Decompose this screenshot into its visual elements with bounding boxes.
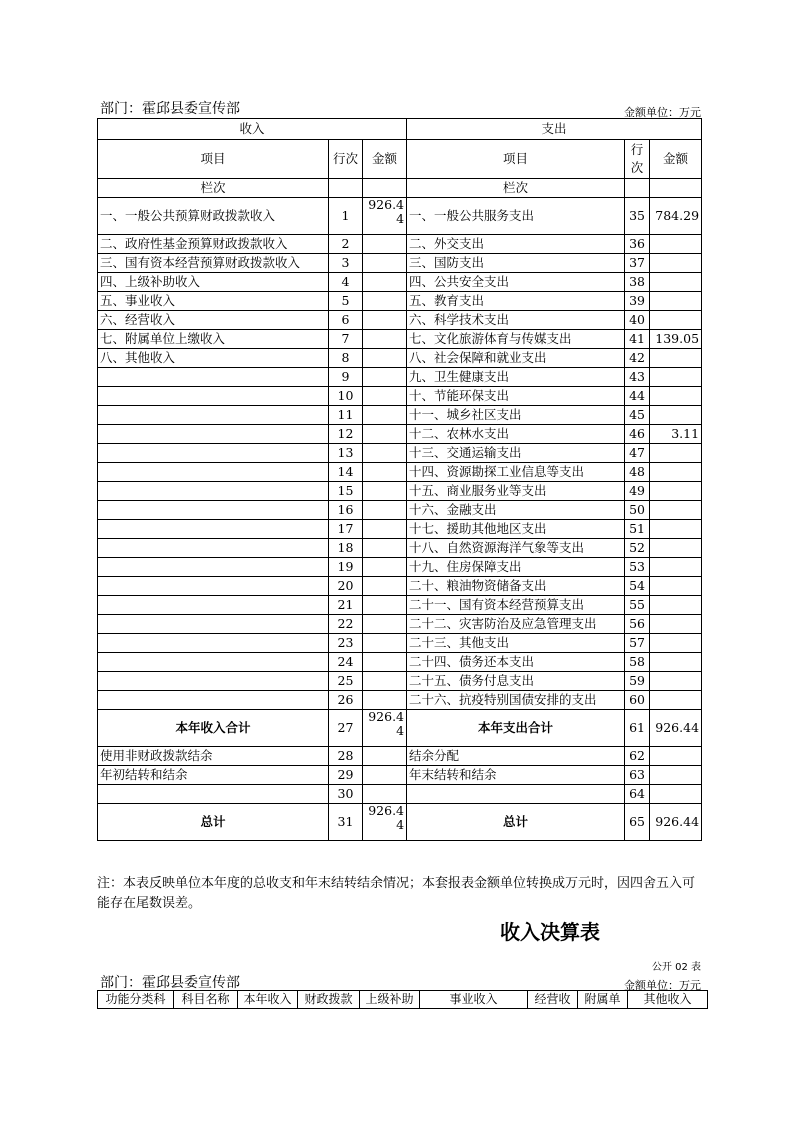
second-table-header: 上级补助 bbox=[360, 991, 420, 1009]
table-row bbox=[98, 235, 702, 254]
second-table-header: 其他收入 bbox=[628, 991, 708, 1009]
expense-item: 总计 bbox=[407, 804, 625, 841]
expense-item: 结余分配 bbox=[407, 747, 625, 766]
expense-item: 八、社会保障和就业支出 bbox=[407, 349, 625, 368]
income-amount bbox=[363, 254, 407, 273]
expense-amount bbox=[650, 368, 702, 387]
income-expense-table bbox=[97, 118, 702, 841]
expense-amount bbox=[650, 577, 702, 596]
expense-row-no: 46 bbox=[625, 425, 650, 444]
expense-row-no: 43 bbox=[625, 368, 650, 387]
table-row bbox=[98, 634, 702, 653]
expense-item: 九、卫生健康支出 bbox=[407, 368, 625, 387]
income-item: 使用非财政拨款结余 bbox=[98, 747, 329, 766]
expense-row-no: 48 bbox=[625, 463, 650, 482]
income-item bbox=[98, 406, 329, 425]
expense-amount: 784.29 bbox=[650, 198, 702, 235]
table-row bbox=[98, 747, 702, 766]
unit-label: 金额单位：万元 bbox=[624, 106, 701, 119]
expense-item: 十八、自然资源海洋气象等支出 bbox=[407, 539, 625, 558]
income-item bbox=[98, 785, 329, 804]
table-row bbox=[98, 444, 702, 463]
table-row bbox=[98, 330, 702, 349]
table-row bbox=[98, 596, 702, 615]
income-row-no: 26 bbox=[329, 691, 363, 710]
expense-header: 支出 bbox=[407, 119, 702, 140]
second-table-header: 功能分类科 bbox=[98, 991, 174, 1009]
expense-amount bbox=[650, 596, 702, 615]
income-amount bbox=[363, 766, 407, 785]
income-item bbox=[98, 444, 329, 463]
expense-amount: 139.05 bbox=[650, 330, 702, 349]
expense-amount bbox=[650, 311, 702, 330]
income-item bbox=[98, 634, 329, 653]
second-table-header: 本年收入 bbox=[238, 991, 298, 1009]
table-row bbox=[98, 615, 702, 634]
expense-amount bbox=[650, 292, 702, 311]
lanci-blank bbox=[363, 179, 407, 198]
income-row-no: 21 bbox=[329, 596, 363, 615]
table-row bbox=[98, 653, 702, 672]
expense-item: 二、外交支出 bbox=[407, 235, 625, 254]
income-row-no: 2 bbox=[329, 235, 363, 254]
expense-row-no: 40 bbox=[625, 311, 650, 330]
income-row-no: 4 bbox=[329, 273, 363, 292]
lanci-blank bbox=[625, 179, 650, 198]
expense-amount bbox=[650, 444, 702, 463]
table-row bbox=[98, 292, 702, 311]
income-item: 二、政府性基金预算财政拨款收入 bbox=[98, 235, 329, 254]
income-amount: 926.44 bbox=[363, 710, 407, 747]
income-amount bbox=[363, 691, 407, 710]
lanci-blank bbox=[650, 179, 702, 198]
expense-row-no: 62 bbox=[625, 747, 650, 766]
expense-item: 五、教育支出 bbox=[407, 292, 625, 311]
lanci-income: 栏次 bbox=[98, 179, 329, 198]
expense-amount bbox=[650, 615, 702, 634]
income-item: 一、一般公共预算财政拨款收入 bbox=[98, 198, 329, 235]
expense-amount bbox=[650, 539, 702, 558]
table-row bbox=[98, 672, 702, 691]
income-row-no: 17 bbox=[329, 520, 363, 539]
income-amount bbox=[363, 615, 407, 634]
income-amount bbox=[363, 311, 407, 330]
table-row bbox=[98, 785, 702, 804]
income-item: 八、其他收入 bbox=[98, 349, 329, 368]
expense-item: 三、国防支出 bbox=[407, 254, 625, 273]
table-row bbox=[98, 406, 702, 425]
expense-amount bbox=[650, 482, 702, 501]
expense-amount bbox=[650, 406, 702, 425]
col-row-income: 行次 bbox=[329, 140, 363, 179]
expense-item: 四、公共安全支出 bbox=[407, 273, 625, 292]
table-row bbox=[98, 387, 702, 406]
income-item bbox=[98, 463, 329, 482]
col-amount-income: 金额 bbox=[363, 140, 407, 179]
expense-row-no: 49 bbox=[625, 482, 650, 501]
income-amount bbox=[363, 273, 407, 292]
expense-amount bbox=[650, 653, 702, 672]
income-row-no: 13 bbox=[329, 444, 363, 463]
expense-item bbox=[407, 785, 625, 804]
income-item bbox=[98, 577, 329, 596]
expense-item: 十三、交通运输支出 bbox=[407, 444, 625, 463]
second-table-header: 附属单 bbox=[578, 991, 628, 1009]
income-item bbox=[98, 672, 329, 691]
income-item bbox=[98, 691, 329, 710]
expense-amount: 926.44 bbox=[650, 710, 702, 747]
income-amount bbox=[363, 235, 407, 254]
expense-amount bbox=[650, 501, 702, 520]
expense-row-no: 59 bbox=[625, 672, 650, 691]
table-row bbox=[98, 273, 702, 292]
income-item: 总计 bbox=[98, 804, 329, 841]
table-row bbox=[98, 691, 702, 710]
expense-item: 十六、金融支出 bbox=[407, 501, 625, 520]
income-row-no: 25 bbox=[329, 672, 363, 691]
expense-amount bbox=[650, 520, 702, 539]
income-item bbox=[98, 482, 329, 501]
expense-item: 一、一般公共服务支出 bbox=[407, 198, 625, 235]
income-amount bbox=[363, 653, 407, 672]
income-row-no: 31 bbox=[329, 804, 363, 841]
income-row-no: 7 bbox=[329, 330, 363, 349]
expense-item: 十、节能环保支出 bbox=[407, 387, 625, 406]
income-item: 本年收入合计 bbox=[98, 710, 329, 747]
expense-row-no: 61 bbox=[625, 710, 650, 747]
second-table-header: 经营收 bbox=[528, 991, 578, 1009]
income-amount bbox=[363, 747, 407, 766]
expense-amount bbox=[650, 387, 702, 406]
expense-row-no: 53 bbox=[625, 558, 650, 577]
table-row bbox=[98, 254, 702, 273]
income-item bbox=[98, 368, 329, 387]
income-amount bbox=[363, 425, 407, 444]
income-row-no: 20 bbox=[329, 577, 363, 596]
table-row bbox=[98, 482, 702, 501]
expense-item: 七、文化旅游体育与传媒支出 bbox=[407, 330, 625, 349]
income-amount bbox=[363, 520, 407, 539]
department-label: 部门：霍邱县委宣传部 bbox=[100, 101, 240, 117]
table-row bbox=[98, 368, 702, 387]
income-amount bbox=[363, 577, 407, 596]
second-table-code: 公开 02 表 bbox=[651, 962, 701, 973]
lanci-blank bbox=[329, 179, 363, 198]
income-amount bbox=[363, 672, 407, 691]
col-row-expense: 行 次 bbox=[625, 140, 650, 179]
table-row bbox=[98, 766, 702, 785]
income-row-no: 22 bbox=[329, 615, 363, 634]
expense-item: 十九、住房保障支出 bbox=[407, 558, 625, 577]
income-amount: 926.44 bbox=[363, 198, 407, 235]
expense-row-no: 37 bbox=[625, 254, 650, 273]
income-row-no: 6 bbox=[329, 311, 363, 330]
col-item-expense: 项目 bbox=[407, 140, 625, 179]
expense-item: 二十、粮油物资储备支出 bbox=[407, 577, 625, 596]
second-unit-label: 金额单位：万元 bbox=[624, 979, 701, 992]
expense-row-no: 52 bbox=[625, 539, 650, 558]
expense-item: 十一、城乡社区支出 bbox=[407, 406, 625, 425]
income-item bbox=[98, 425, 329, 444]
income-amount bbox=[363, 406, 407, 425]
expense-amount bbox=[650, 785, 702, 804]
income-item bbox=[98, 653, 329, 672]
expense-item: 本年支出合计 bbox=[407, 710, 625, 747]
income-row-no: 15 bbox=[329, 482, 363, 501]
income-amount bbox=[363, 501, 407, 520]
income-row-no: 3 bbox=[329, 254, 363, 273]
expense-row-no: 36 bbox=[625, 235, 650, 254]
table-row bbox=[98, 539, 702, 558]
income-amount bbox=[363, 558, 407, 577]
expense-amount bbox=[650, 634, 702, 653]
footnote: 注：本表反映单位本年度的总收支和年末结转结余情况；本套报表金额单位转换成万元时，因四舍五入可能存在尾数误差。 bbox=[97, 876, 696, 911]
income-row-no: 11 bbox=[329, 406, 363, 425]
income-amount: 926.44 bbox=[363, 804, 407, 841]
expense-item: 十四、资源勘探工业信息等支出 bbox=[407, 463, 625, 482]
table-row bbox=[98, 311, 702, 330]
expense-row-no: 55 bbox=[625, 596, 650, 615]
expense-row-no: 51 bbox=[625, 520, 650, 539]
income-item bbox=[98, 520, 329, 539]
expense-row-no: 54 bbox=[625, 577, 650, 596]
income-amount bbox=[363, 785, 407, 804]
second-table-header: 事业收入 bbox=[420, 991, 528, 1009]
expense-amount bbox=[650, 672, 702, 691]
income-row-no: 10 bbox=[329, 387, 363, 406]
expense-amount bbox=[650, 235, 702, 254]
income-header: 收入 bbox=[98, 119, 407, 140]
expense-item: 年末结转和结余 bbox=[407, 766, 625, 785]
table-row bbox=[98, 520, 702, 539]
income-item bbox=[98, 387, 329, 406]
income-row-no: 16 bbox=[329, 501, 363, 520]
expense-amount bbox=[650, 558, 702, 577]
table-row bbox=[98, 501, 702, 520]
second-table-title: 收入决算表 bbox=[500, 920, 600, 944]
income-amount bbox=[363, 482, 407, 501]
expense-amount: 3.11 bbox=[650, 425, 702, 444]
expense-item: 二十五、债务付息支出 bbox=[407, 672, 625, 691]
income-amount bbox=[363, 634, 407, 653]
income-amount bbox=[363, 387, 407, 406]
income-amount bbox=[363, 330, 407, 349]
income-final-table bbox=[97, 990, 708, 1009]
income-amount bbox=[363, 539, 407, 558]
expense-item: 二十四、债务还本支出 bbox=[407, 653, 625, 672]
expense-item: 十七、援助其他地区支出 bbox=[407, 520, 625, 539]
second-table-header: 财政拨款 bbox=[298, 991, 360, 1009]
income-row-no: 8 bbox=[329, 349, 363, 368]
income-row-no: 24 bbox=[329, 653, 363, 672]
expense-amount bbox=[650, 273, 702, 292]
expense-row-no: 56 bbox=[625, 615, 650, 634]
expense-item: 六、科学技术支出 bbox=[407, 311, 625, 330]
expense-row-no: 45 bbox=[625, 406, 650, 425]
expense-amount bbox=[650, 254, 702, 273]
income-amount bbox=[363, 596, 407, 615]
expense-item: 十二、农林水支出 bbox=[407, 425, 625, 444]
income-row-no: 5 bbox=[329, 292, 363, 311]
expense-item: 二十六、抗疫特别国债安排的支出 bbox=[407, 691, 625, 710]
expense-row-no: 38 bbox=[625, 273, 650, 292]
income-amount bbox=[363, 444, 407, 463]
expense-amount bbox=[650, 747, 702, 766]
income-item: 六、经营收入 bbox=[98, 311, 329, 330]
table-row bbox=[98, 198, 702, 235]
expense-row-no: 65 bbox=[625, 804, 650, 841]
expense-item: 二十三、其他支出 bbox=[407, 634, 625, 653]
expense-item: 二十一、国有资本经营预算支出 bbox=[407, 596, 625, 615]
expense-row-no: 39 bbox=[625, 292, 650, 311]
expense-item: 十五、商业服务业等支出 bbox=[407, 482, 625, 501]
income-item: 四、上级补助收入 bbox=[98, 273, 329, 292]
income-row-no: 28 bbox=[329, 747, 363, 766]
income-item bbox=[98, 501, 329, 520]
income-item bbox=[98, 539, 329, 558]
income-item: 五、事业收入 bbox=[98, 292, 329, 311]
income-row-no: 1 bbox=[329, 198, 363, 235]
expense-row-no: 63 bbox=[625, 766, 650, 785]
income-row-no: 18 bbox=[329, 539, 363, 558]
col-amount-expense: 金额 bbox=[650, 140, 702, 179]
income-row-no: 27 bbox=[329, 710, 363, 747]
table-row bbox=[98, 425, 702, 444]
income-row-no: 19 bbox=[329, 558, 363, 577]
expense-amount: 926.44 bbox=[650, 804, 702, 841]
income-row-no: 29 bbox=[329, 766, 363, 785]
expense-row-no: 47 bbox=[625, 444, 650, 463]
income-item: 七、附属单位上缴收入 bbox=[98, 330, 329, 349]
income-item: 年初结转和结余 bbox=[98, 766, 329, 785]
expense-row-no: 35 bbox=[625, 198, 650, 235]
expense-row-no: 50 bbox=[625, 501, 650, 520]
income-row-no: 9 bbox=[329, 368, 363, 387]
expense-row-no: 42 bbox=[625, 349, 650, 368]
expense-row-no: 57 bbox=[625, 634, 650, 653]
lanci-expense: 栏次 bbox=[407, 179, 625, 198]
income-item bbox=[98, 596, 329, 615]
income-item: 三、国有资本经营预算财政拨款收入 bbox=[98, 254, 329, 273]
table-row bbox=[98, 804, 702, 841]
income-amount bbox=[363, 463, 407, 482]
expense-row-no: 41 bbox=[625, 330, 650, 349]
income-row-no: 23 bbox=[329, 634, 363, 653]
col-item-income: 项目 bbox=[98, 140, 329, 179]
income-amount bbox=[363, 349, 407, 368]
table-row bbox=[98, 710, 702, 747]
income-row-no: 14 bbox=[329, 463, 363, 482]
second-table-header: 科目名称 bbox=[174, 991, 238, 1009]
expense-row-no: 44 bbox=[625, 387, 650, 406]
income-row-no: 12 bbox=[329, 425, 363, 444]
expense-row-no: 58 bbox=[625, 653, 650, 672]
income-item bbox=[98, 615, 329, 634]
income-row-no: 30 bbox=[329, 785, 363, 804]
expense-amount bbox=[650, 691, 702, 710]
income-amount bbox=[363, 368, 407, 387]
table-row bbox=[98, 558, 702, 577]
expense-row-no: 60 bbox=[625, 691, 650, 710]
expense-amount bbox=[650, 463, 702, 482]
expense-item: 二十二、灾害防治及应急管理支出 bbox=[407, 615, 625, 634]
expense-row-no: 64 bbox=[625, 785, 650, 804]
table-row bbox=[98, 349, 702, 368]
expense-amount bbox=[650, 349, 702, 368]
table-row bbox=[98, 577, 702, 596]
second-department-label: 部门：霍邱县委宣传部 bbox=[100, 975, 240, 991]
expense-amount bbox=[650, 766, 702, 785]
income-amount bbox=[363, 292, 407, 311]
table-row bbox=[98, 463, 702, 482]
income-item bbox=[98, 558, 329, 577]
